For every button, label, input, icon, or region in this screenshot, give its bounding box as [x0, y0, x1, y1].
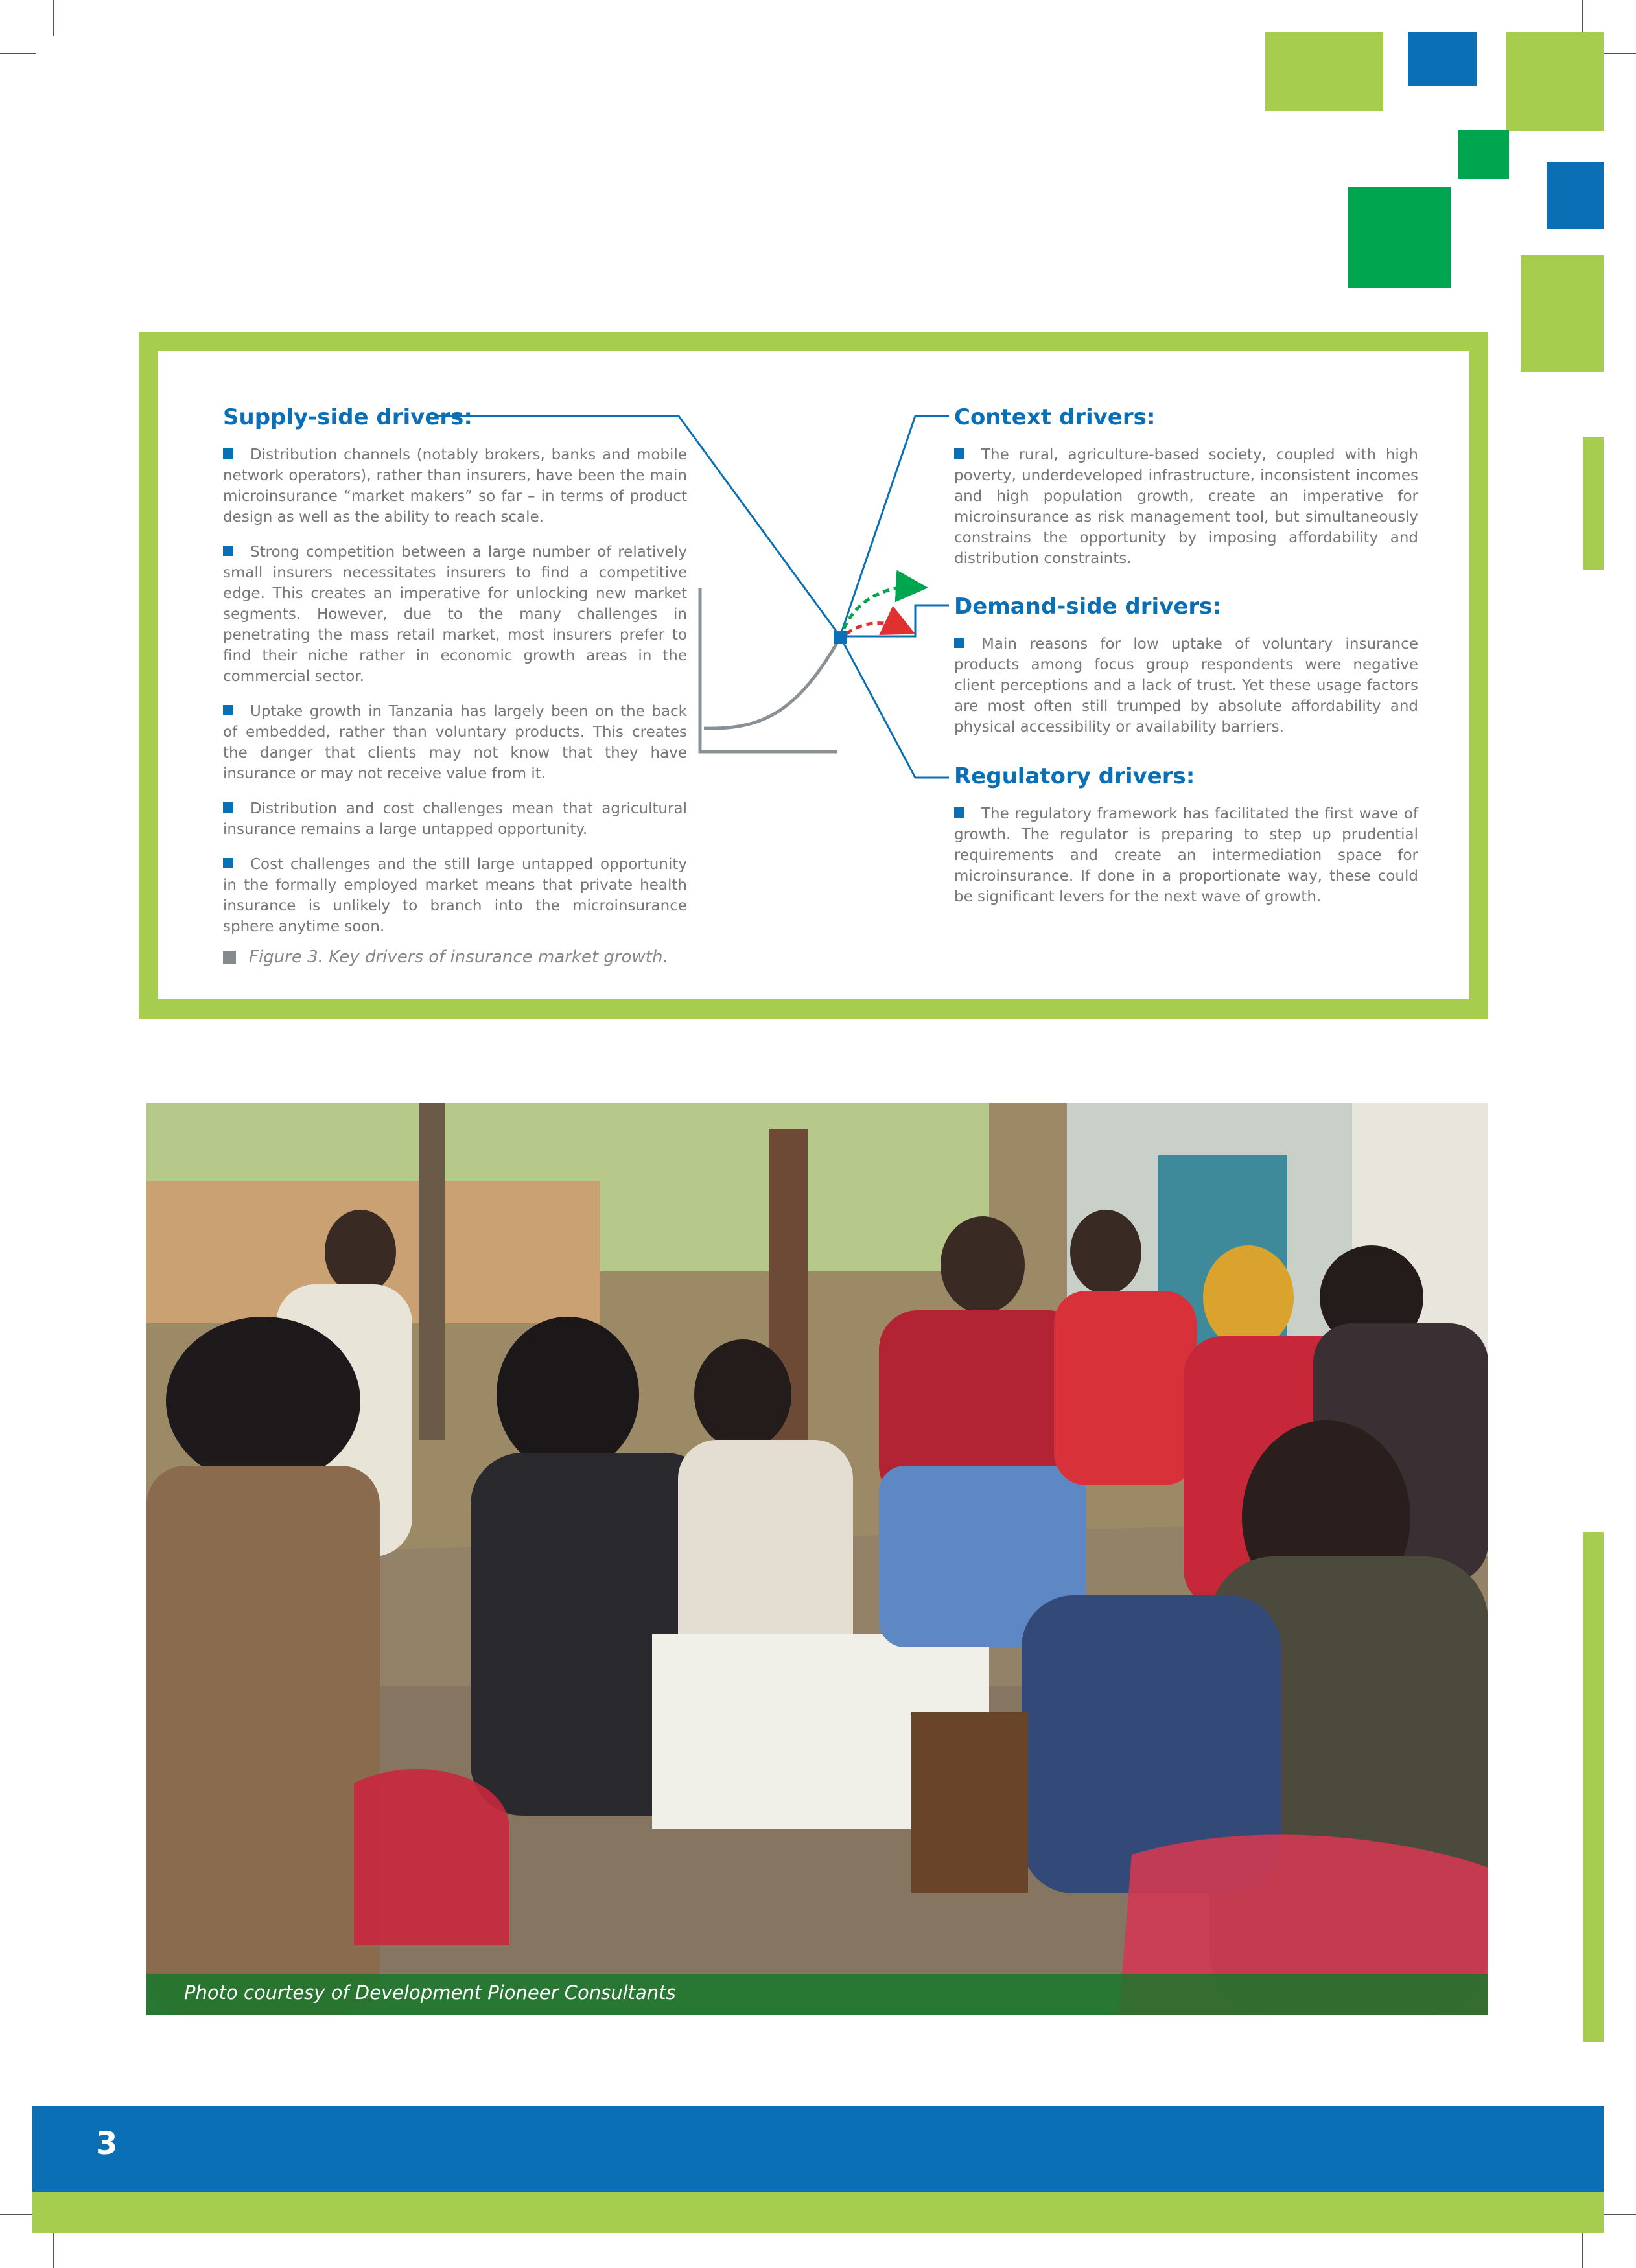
list-item: Cost challenges and the still large untapped opportunity in the formally employed market means that private health insurance is unlikely to branch into the microinsurance sphere anytime soon. — [223, 856, 687, 935]
growth-curve — [704, 638, 840, 728]
bullet-icon — [954, 807, 964, 818]
crop-mark — [1600, 53, 1636, 54]
crop-mark — [1600, 2214, 1636, 2215]
figure-panel — [158, 351, 1469, 999]
photo-illustration — [146, 1103, 1488, 2015]
center-node — [834, 631, 847, 644]
crop-mark — [53, 2232, 54, 2268]
decor-square-blue — [1408, 32, 1477, 86]
context-list — [954, 445, 1418, 583]
decor-square-darkgreen — [1348, 187, 1451, 288]
decor-square-darkgreen — [1458, 130, 1509, 179]
list-item: The rural, agriculture-based society, coupled with high poverty, underdeveloped infrastructure, inconsistent incomes and high population growth, create an imperative for microinsurance as risk management tool, but simultaneously constrains the opportunity by imposing affordability and distribution constraints. — [954, 446, 1418, 567]
crop-mark — [0, 53, 36, 54]
crop-mark — [1582, 0, 1583, 36]
decor-square-green — [1506, 32, 1604, 131]
footer-bar — [32, 2106, 1604, 2192]
decor-square-green — [1265, 32, 1383, 111]
list-item: Uptake growth in Tanzania has largely been on the back of embedded, rather than voluntary products. This creates the danger that clients may not know that they have insurance or may not receive value from it. — [223, 703, 687, 782]
decor-bar-green — [1583, 1532, 1604, 2042]
list-item: The regulatory framework has facilitated the first wave of growth. The regulator is preparing to step up prudential requirements and create an intermediation space for microinsurance. If done in a proportionate way, these could be significant levers for the next wave of growth. — [954, 805, 1418, 905]
focus-group-photo — [146, 1103, 1488, 2015]
figure-caption: Figure 3. Key drivers of insurance market growth. — [223, 947, 668, 967]
context-title: Context drivers: — [954, 404, 1156, 430]
page-number: 3 — [96, 2125, 118, 2162]
crop-mark — [53, 0, 54, 36]
demand-title: Demand-side drivers: — [954, 594, 1222, 619]
connector-context — [840, 416, 949, 636]
decor-square-green — [1521, 255, 1604, 372]
red-dashed-arrow — [847, 623, 904, 634]
decor-square-blue — [1547, 162, 1604, 229]
list-item: Distribution channels (notably brokers, banks and mobile network operators), rather than insurers, have been the main microinsurance “market makers” so far – in terms of product design as well as the ability to reach scale. — [223, 446, 687, 526]
supply-title: Supply-side drivers: — [223, 404, 473, 430]
list-item: Distribution and cost challenges mean that agricultural insurance remains a large untapped opportunity. — [223, 800, 687, 838]
bullet-icon — [223, 858, 233, 868]
bullet-icon — [223, 705, 233, 715]
bullet-icon — [223, 448, 233, 459]
regulatory-list — [954, 804, 1418, 921]
connector-regulatory — [840, 636, 949, 778]
photo-credit-bar — [146, 1974, 1488, 2015]
bullet-icon — [954, 638, 964, 648]
caption-square-icon — [223, 951, 236, 964]
list-item: Strong competition between a large number of relatively small insurers necessitates insurers to find a competitive edge. This creates an imperative for unlocking new market segments. However, due to the many challenges in penetrating the mass retail market, most insurers prefer to find their niche rather in economic growth areas in the commercial sector. — [223, 544, 687, 685]
regulatory-title: Regulatory drivers: — [954, 763, 1195, 789]
bullet-icon — [954, 448, 964, 459]
figure-frame — [139, 332, 1488, 1019]
decor-bar-green — [1583, 437, 1604, 570]
crop-mark — [1582, 2232, 1583, 2268]
demand-list — [954, 634, 1418, 752]
photo-credit: Photo courtesy of Development Pioneer Consultants — [184, 1982, 676, 2004]
supply-list — [223, 445, 687, 951]
list-item: Main reasons for low uptake of voluntary insurance products among focus group respondents were negative client perceptions and a lack of trust. Yet these usage factors are most often still trumped by absolute affordability and physical accessibility or availability barriers. — [954, 636, 1418, 735]
bullet-icon — [223, 802, 233, 813]
footer-accent-bar — [32, 2192, 1604, 2233]
bullet-icon — [223, 546, 233, 556]
crop-mark — [0, 2214, 36, 2215]
